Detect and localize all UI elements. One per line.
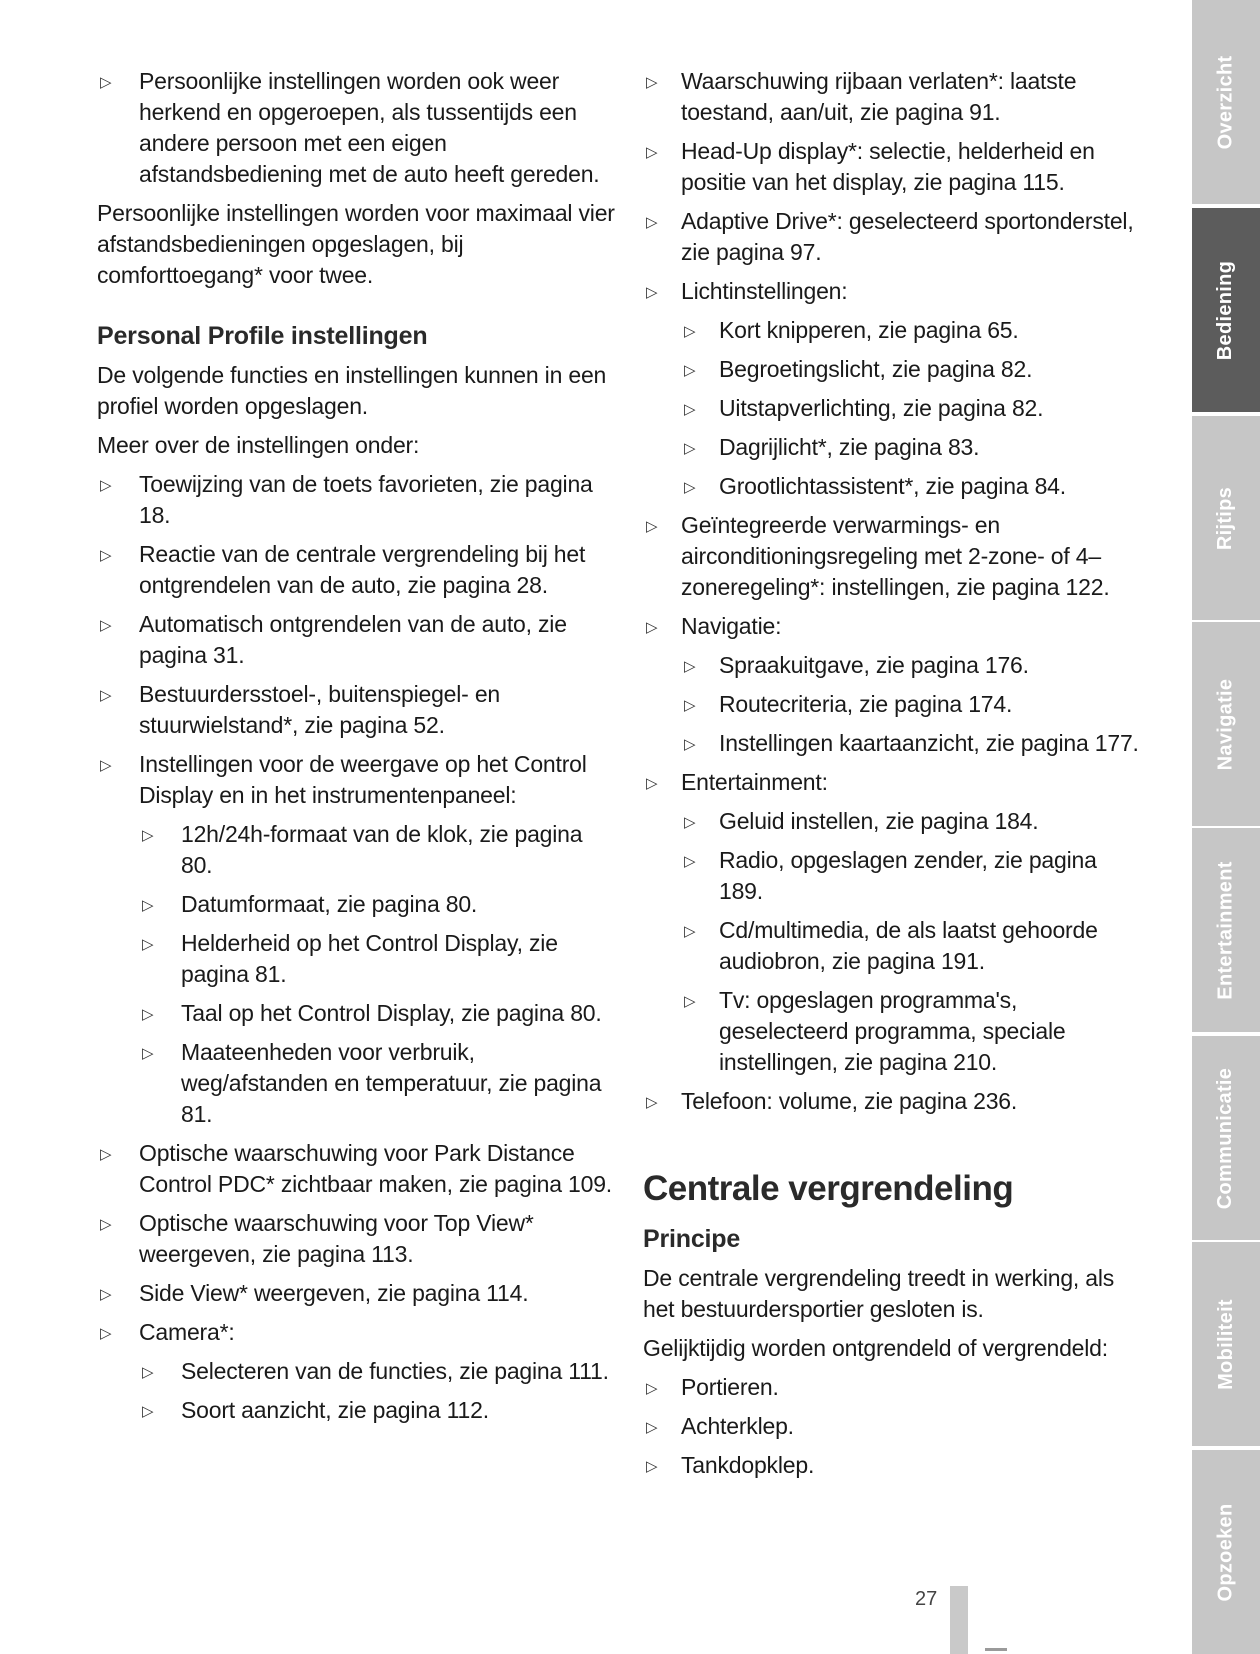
paragraph: De centrale vergrendeling treedt in werking, als het bestuurdersportier gesloten is. (643, 1265, 1115, 1322)
bullet-triangle-icon: ▷ (142, 1364, 154, 1381)
bullet-triangle-icon: ▷ (646, 1380, 658, 1397)
page-marker-line (985, 1648, 1007, 1651)
bullet-triangle-icon: ▷ (142, 897, 154, 914)
list-item: ▷ Portieren. (643, 1372, 1143, 1403)
list-item: ▷ Instellingen voor de weergave op het Control Display en in het instrumentenpaneel: (100, 751, 587, 808)
list-item: ▷ Tankdopklep. (643, 1450, 1143, 1481)
list-item: ▷ Entertainment: (643, 767, 1143, 798)
list-item: ▷ Achterklep. (643, 1411, 1143, 1442)
bullet-triangle-icon: ▷ (646, 1094, 658, 1111)
tab-overzicht[interactable]: Overzicht (1192, 0, 1260, 204)
bullet-triangle-icon: ▷ (142, 936, 154, 953)
sub-list-item: ▷ 12h/24h-formaat van de klok, zie pagina 80. (142, 821, 583, 878)
right-column (643, 66, 1143, 1489)
paragraph: Gelijktijdig worden ontgrendeld of vergrendeld: (643, 1335, 1108, 1361)
list-item: ▷ Lichtinstellingen: (643, 276, 1143, 307)
section-heading: Personal Profile instellingen (97, 322, 428, 350)
page-number: 27 (915, 1588, 938, 1610)
sub-list-item: ▷ Instellingen kaartaanzicht, zie pagina 177. (681, 728, 1143, 759)
bullet-triangle-icon: ▷ (100, 687, 112, 704)
list-item: ▷ Adaptive Drive*: geselecteerd sportonderstel, zie pagina 97. (646, 208, 1134, 265)
bullet-triangle-icon: ▷ (646, 518, 658, 535)
list-item: ▷ Bestuurdersstoel-, buitenspiegel- en stuurwielstand*, zie pagina 52. (100, 681, 501, 738)
bullet-triangle-icon: ▷ (142, 1006, 154, 1023)
bullet-triangle-icon: ▷ (100, 74, 112, 91)
sub-list-item: ▷ Maateenheden voor verbruik, weg/afstanden en temperatuur, zie pagina 81. (142, 1039, 602, 1127)
sub-list-item: ▷ Routecriteria, zie pagina 174. (681, 689, 1143, 720)
bullet-triangle-icon: ▷ (684, 479, 696, 496)
sub-list-item: ▷ Kort knipperen, zie pagina 65. (681, 315, 1143, 346)
bullet-triangle-icon: ▷ (100, 1146, 112, 1163)
bullet-triangle-icon: ▷ (100, 617, 112, 634)
sub-list-item: ▷ Spraakuitgave, zie pagina 176. (681, 650, 1143, 681)
sub-list-item: ▷ Geluid instellen, zie pagina 184. (681, 806, 1143, 837)
sub-list-item: ▷ Cd/multimedia, de als laatst gehoorde audiobron, zie pagina 191. (684, 917, 1098, 974)
sub-list-item: ▷ Selecteren van de functies, zie pagina 111. (139, 1356, 617, 1387)
sub-list-item: ▷ Soort aanzicht, zie pagina 112. (139, 1395, 617, 1426)
bullet-triangle-icon: ▷ (646, 1458, 658, 1475)
bullet-triangle-icon: ▷ (100, 1286, 112, 1303)
list-item: ▷ Automatisch ontgrendelen van de auto, zie pagina 31. (100, 611, 567, 668)
list-item: ▷ Optische waarschuwing voor Top View* weergeven, zie pagina 113. (100, 1210, 534, 1267)
section-heading: Principe (643, 1225, 741, 1253)
list-item: ▷ Reactie van de centrale vergrendeling bij het ontgrendelen van de auto, zie pagina 28. (100, 541, 586, 598)
bullet-triangle-icon: ▷ (684, 736, 696, 753)
bullet-triangle-icon: ▷ (684, 853, 696, 870)
chapter-title: Centrale vergrendeling (643, 1169, 1014, 1208)
bullet-triangle-icon: ▷ (142, 1403, 154, 1420)
bullet-triangle-icon: ▷ (684, 362, 696, 379)
bullet-triangle-icon: ▷ (100, 1216, 112, 1233)
list-item: ▷ Waarschuwing rijbaan verlaten*: laatste toestand, aan/uit, zie pagina 91. (646, 68, 1077, 125)
bullet-triangle-icon: ▷ (646, 775, 658, 792)
left-column (97, 66, 617, 1434)
bullet-triangle-icon: ▷ (646, 284, 658, 301)
bullet-triangle-icon: ▷ (684, 658, 696, 675)
bullet-triangle-icon: ▷ (100, 1325, 112, 1342)
sub-list-item: ▷ Radio, opgeslagen zender, zie pagina 189. (684, 847, 1097, 904)
bullet-triangle-icon: ▷ (646, 619, 658, 636)
list-item: ▷ Camera*: (97, 1317, 617, 1348)
list-item: ▷ Telefoon: volume, zie pagina 236. (643, 1086, 1143, 1117)
chapter-tabs (1192, 0, 1260, 1654)
list-item: ▷ Toewijzing van de toets favorieten, zie pagina 18. (100, 471, 593, 528)
bullet-triangle-icon: ▷ (684, 401, 696, 418)
sub-list-item: ▷ Begroetingslicht, zie pagina 82. (681, 354, 1143, 385)
sub-list-item: ▷ Taal op het Control Display, zie pagina 80. (139, 998, 617, 1029)
bullet-triangle-icon: ▷ (684, 440, 696, 457)
tab-bediening[interactable]: Bediening (1192, 208, 1260, 412)
bullet-triangle-icon: ▷ (684, 697, 696, 714)
bullet-triangle-icon: ▷ (100, 547, 112, 564)
tab-opzoeken[interactable]: Opzoeken (1192, 1450, 1260, 1654)
sub-list-item: ▷ Tv: opgeslagen programma's, geselecteerd programma, speciale instellingen, zie pagina 210. (684, 987, 1066, 1075)
sub-list-item: ▷ Grootlichtassistent*, zie pagina 84. (681, 471, 1143, 502)
sub-list-item: ▷ Helderheid op het Control Display, zie pagina 81. (142, 930, 558, 987)
tab-rijtips[interactable]: Rijtips (1192, 416, 1260, 620)
list-item: ▷ Head-Up display*: selectie, helderheid en positie van het display, zie pagina 115. (646, 138, 1095, 195)
bullet-triangle-icon: ▷ (684, 993, 696, 1010)
bullet-triangle-icon: ▷ (100, 477, 112, 494)
page-marker-bar (950, 1586, 968, 1654)
paragraph: Persoonlijke instellingen worden voor maximaal vier afstandsbedieningen opgeslagen, bij comforttoegang* voor twee. (97, 200, 615, 288)
bullet-triangle-icon: ▷ (646, 1419, 658, 1436)
bullet-triangle-icon: ▷ (142, 827, 154, 844)
paragraph: Meer over de instellingen onder: (97, 432, 420, 458)
bullet-triangle-icon: ▷ (684, 323, 696, 340)
list-item: ▷ Optische waarschuwing voor Park Distance Control PDC* zichtbaar maken, zie pagina 109. (100, 1140, 612, 1197)
tab-entertainment[interactable]: Entertainment (1192, 828, 1260, 1032)
list-item: ▷ Navigatie: (643, 611, 1143, 642)
tab-communicatie[interactable]: Communicatie (1192, 1036, 1260, 1240)
bullet-triangle-icon: ▷ (646, 74, 658, 91)
bullet-triangle-icon: ▷ (100, 757, 112, 774)
sub-list-item: ▷ Dagrijlicht*, zie pagina 83. (681, 432, 1143, 463)
bullet-triangle-icon: ▷ (646, 144, 658, 161)
list-item: ▷ Side View* weergeven, zie pagina 114. (97, 1278, 617, 1309)
sub-list-item: ▷ Uitstapverlichting, zie pagina 82. (681, 393, 1143, 424)
bullet-triangle-icon: ▷ (142, 1045, 154, 1062)
list-item: ▷ Persoonlijke instellingen worden ook weer herkend en opgeroepen, als tussentijds een andere persoon met een eigen afstandsbediening met de auto heeft gereden. (100, 68, 600, 187)
list-item: ▷ Geïntegreerde verwarmings- en airconditioningsregeling met 2-zone- of 4–zoneregeling*: instellingen, zie pagina 122. (646, 512, 1110, 600)
tab-navigatie[interactable]: Navigatie (1192, 622, 1260, 826)
paragraph: De volgende functies en instellingen kunnen in een profiel worden opgeslagen. (97, 362, 607, 419)
tab-mobiliteit[interactable]: Mobiliteit (1192, 1242, 1260, 1446)
bullet-triangle-icon: ▷ (684, 814, 696, 831)
bullet-triangle-icon: ▷ (684, 923, 696, 940)
bullet-triangle-icon: ▷ (646, 214, 658, 231)
sub-list-item: ▷ Datumformaat, zie pagina 80. (139, 889, 617, 920)
